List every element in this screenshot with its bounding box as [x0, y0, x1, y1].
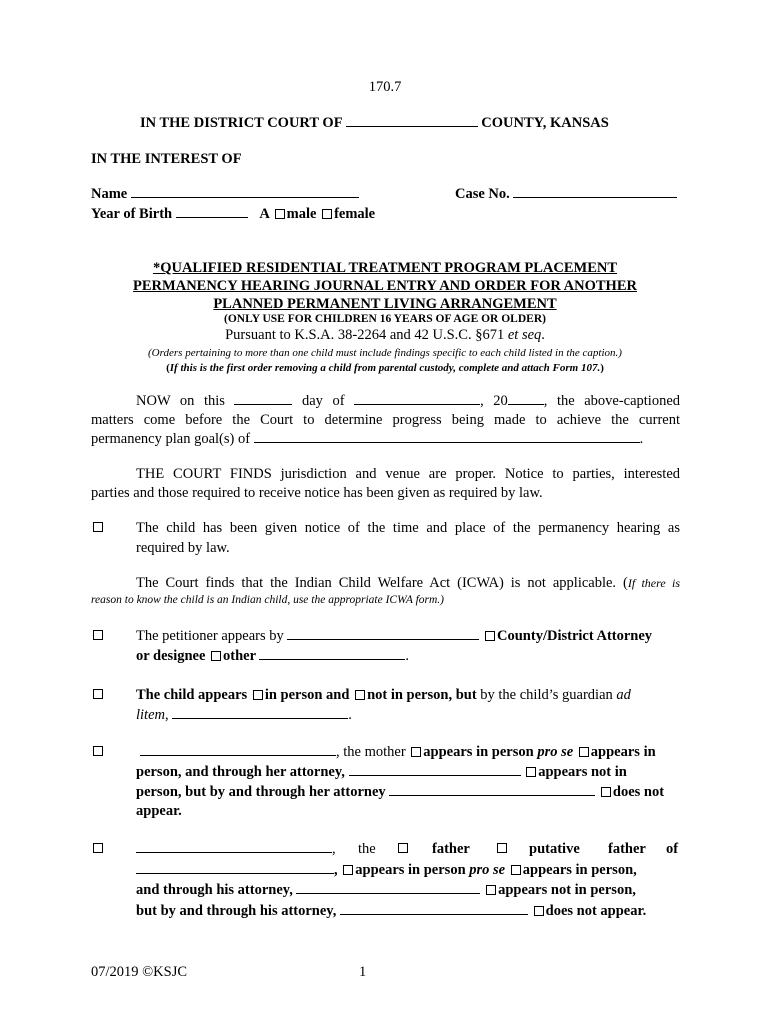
now-line-3: permanency plan goal(s) of . — [91, 431, 644, 447]
county-attorney-checkbox[interactable] — [485, 631, 495, 641]
father-label: father — [432, 841, 470, 857]
mother-not-in-person-checkbox[interactable] — [526, 767, 536, 777]
other-blank[interactable] — [259, 646, 405, 660]
father-not-in-person-checkbox[interactable] — [486, 885, 496, 895]
petitioner-line-1: The petitioner appears by County/District Attorney — [136, 628, 653, 644]
title-line-2: PERMANENCY HEARING JOURNAL ENTRY AND ORDER FOR ANOTHER — [133, 278, 637, 294]
father-attorney-blank-2[interactable] — [340, 901, 528, 915]
mother-not-appear-checkbox[interactable] — [601, 787, 611, 797]
notice-line-1: The child has been given notice of the time and place of the permanency hearing as — [136, 520, 680, 536]
mother-with-attorney-checkbox[interactable] — [579, 747, 589, 757]
county-blank[interactable] — [346, 113, 478, 127]
case-label: Case No. — [455, 186, 510, 202]
mother-line-1: , the mother appears in person pro se appears in — [140, 742, 656, 762]
gal-blank[interactable] — [172, 705, 348, 719]
age-note: (ONLY USE FOR CHILDREN 16 YEARS OF AGE OR OLDER) — [224, 313, 546, 325]
court-prefix: IN THE DISTRICT COURT OF — [140, 115, 343, 131]
child-not-in-person-checkbox[interactable] — [355, 690, 365, 700]
child-name-blank[interactable] — [136, 860, 334, 874]
title-line-3: PLANNED PERMANENT LIVING ARRANGEMENT — [213, 296, 557, 312]
other-checkbox[interactable] — [211, 651, 221, 661]
father-attorney-blank[interactable] — [296, 880, 480, 894]
petitioner-checkbox[interactable] — [93, 630, 103, 640]
yob-blank[interactable] — [176, 204, 248, 218]
putative-father-checkbox[interactable] — [497, 843, 507, 853]
name-label: Name — [91, 186, 128, 202]
year-blank[interactable] — [508, 391, 544, 405]
title-line-1: *QUALIFIED RESIDENTIAL TREATMENT PROGRAM PLACEMENT — [152, 260, 618, 276]
father-name-blank[interactable] — [136, 839, 332, 853]
child-line-2: litem, . — [136, 707, 352, 723]
child-in-person-checkbox[interactable] — [253, 690, 263, 700]
name-blank[interactable] — [131, 184, 359, 198]
mother-attorney-blank-2[interactable] — [389, 782, 595, 796]
page-number: 1 — [359, 964, 367, 980]
father-line-3: and through his attorney, appears not in person, — [136, 882, 636, 898]
father-pro-se-checkbox[interactable] — [343, 865, 353, 875]
mother-line-4: appear. — [136, 803, 182, 819]
mother-name-blank[interactable] — [140, 742, 336, 756]
finds-line-1: THE COURT FINDS jurisdiction and venue are proper. Notice to parties, interested — [136, 466, 680, 482]
mother-attorney-blank[interactable] — [349, 762, 521, 776]
female-checkbox[interactable] — [322, 209, 332, 219]
male-label: male — [286, 206, 317, 222]
petitioner-blank[interactable] — [287, 626, 479, 640]
orders-note: (Orders pertaining to more than one child must include findings specific to each child listed in the caption.) — [148, 347, 622, 359]
name-line — [91, 184, 359, 204]
mother-line-3: person, but by and through her attorney does not — [136, 784, 665, 800]
mother-checkbox[interactable] — [93, 746, 103, 756]
yob-label: Year of Birth — [91, 206, 173, 222]
mother-line-2: person, and through her attorney, appears not in — [136, 764, 627, 780]
child-checkbox[interactable] — [93, 689, 103, 699]
plan-goal-blank[interactable] — [254, 429, 640, 443]
father-with-attorney-checkbox[interactable] — [511, 865, 521, 875]
notice-line-2: required by law. — [136, 540, 230, 556]
mother-pro-se-checkbox[interactable] — [411, 747, 421, 757]
child-line-1: The child appears in person and not in person, but by the child’s guardian ad — [136, 687, 631, 703]
court-suffix: COUNTY, KANSAS — [481, 115, 609, 131]
yob-line — [91, 204, 375, 224]
father-line-4: but by and through his attorney, does not appear. — [136, 903, 647, 919]
father-line-1: , — [136, 839, 336, 859]
father-label-2: father — [608, 841, 646, 857]
month-blank[interactable] — [354, 391, 480, 405]
notice-checkbox[interactable] — [93, 522, 103, 532]
of-label: of — [666, 841, 679, 857]
now-line-2: matters come before the Court to determine progress being made to achieve the current — [91, 412, 680, 428]
case-line — [455, 184, 677, 204]
case-blank[interactable] — [513, 184, 677, 198]
male-checkbox[interactable] — [275, 209, 285, 219]
icwa-line-1: The Court finds that the Indian Child Welfare Act (ICWA) is not applicable. (If there is — [136, 575, 680, 591]
father-line-2: , appears in person pro se appears in person, — [136, 860, 637, 880]
form-number: 170.7 — [368, 79, 402, 95]
finds-line-2: parties and those required to receive notice has been given as required by law. — [91, 485, 543, 501]
father-type-checkbox[interactable] — [398, 843, 408, 853]
father-not-appear-checkbox[interactable] — [534, 906, 544, 916]
footer-date: 07/2019 ©KSJC — [91, 964, 188, 980]
female-label: female — [334, 206, 376, 222]
petitioner-line-2: or designee other . — [136, 648, 410, 664]
putative-label: putative — [529, 841, 580, 857]
a-label: A — [259, 206, 270, 222]
now-line-1: NOW on this day of , 20 , the above-captioned — [136, 393, 681, 409]
icwa-line-2: reason to know the child is an Indian child, use the appropriate ICWA form.) — [91, 594, 445, 606]
pursuant-line: Pursuant to K.S.A. 38-2264 and 42 U.S.C. §671 et seq. — [225, 327, 545, 343]
day-blank[interactable] — [234, 391, 292, 405]
first-order-note: (If this is the first order removing a child from parental custody, complete and attach Form 107.) — [166, 362, 604, 374]
interest-of: IN THE INTEREST OF — [91, 151, 242, 167]
court-line — [140, 113, 609, 133]
father-checkbox[interactable] — [93, 843, 103, 853]
father-the: the — [358, 841, 376, 857]
